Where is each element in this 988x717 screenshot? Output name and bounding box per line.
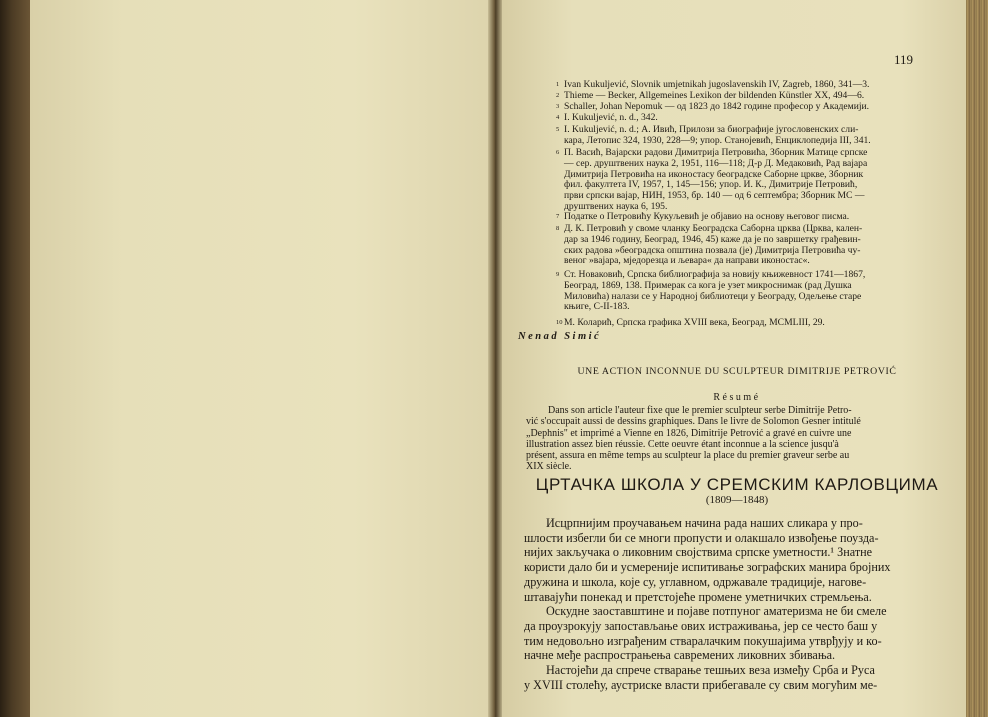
footnote-number: 2 (556, 92, 560, 99)
footnote-line: друштвених наука 6, 195. (564, 200, 668, 212)
footnote-number: 7 (556, 213, 560, 220)
footnote-line: први српски вајар, НИН, 1953, бр. 140 — од 6 септембра; Зборник МС — (564, 190, 865, 202)
summary-line: XIX siècle. (526, 461, 572, 473)
chapter-line: користи дало би и усмереније испитивање зографских манира бројних (524, 560, 891, 575)
summary-line: Dans son article l'auteur fixe que le premier sculpteur serbe Dimitrije Petro- (548, 405, 852, 416)
left-blank-page (30, 0, 492, 717)
footnote-line: дар за 1946 годину, Београд, 1946, 45) каже да је по завршетку грађевин- (564, 233, 861, 245)
footnote-number: 3 (556, 103, 560, 110)
footnote-line: — сер. друштвених наука 2, 1951, 116—118; Д-р Д. Медаковић, Рад вајара (564, 157, 868, 169)
footnote (556, 223, 960, 267)
footnote-number: 8 (556, 225, 560, 232)
footnote-line: Schaller, Johan Nepomuk — од 1823 до 1842 године професор у Академији. (564, 101, 870, 112)
footnote-line: књиге, С-II-183. (564, 301, 630, 313)
chapter-line: начне међе распрострањења савремених ликовних збивања. (524, 648, 836, 663)
footnote-number: 6 (556, 149, 560, 156)
footnote-line: ских радова »београдска општина позвала (је) Димитрија Петровића чу- (564, 244, 861, 256)
footnote-number: 4 (556, 114, 560, 121)
chapter-body (524, 516, 952, 692)
page-number: 119 (894, 52, 914, 67)
footnote-line: веног »вајара, мједорезца и љевара« да направи иконостас«. (564, 255, 810, 267)
footnote-number: 1 (556, 81, 560, 88)
chapter-line: дружина и школа, које су, углавном, одржавале традиције, нагове- (524, 574, 867, 589)
chapter-line: тим недовољно изграђеним стваралачким покушајима утврђују и ко- (524, 633, 882, 648)
footnote-line: Димитрија Петровића на иконостасу београдске Саборне цркве, Зборник (564, 168, 864, 180)
chapter-line: Настојећи да спрече стварање тешњих веза између Срба и Руса (546, 663, 875, 678)
chapter-line: штавајући понекад и претстојеће промене уметничких стремљења. (524, 589, 872, 604)
summary-line: présent, assura en même temps au sculpteur la place du premier graveur serbe au (526, 450, 850, 462)
footnote-line: М. Коларић, Српска графика XVIII века, Београд, MCMLIII, 29. (564, 317, 825, 328)
summary-title: UNE ACTION INCONNUE DU SCULPTEUR DIMITRIJE PETROVIĆ (577, 366, 897, 377)
right-page-content (502, 0, 972, 717)
summary-line: vić s'occupait aussi de dessins graphiques. Dans le livre de Solomon Gesner intitulé (526, 416, 861, 428)
footnote (556, 112, 960, 124)
footnote-number: 5 (556, 126, 560, 133)
footnote-line: Миловића) налази се у Народној библиотеци у Београду, Одељење старе (564, 290, 862, 302)
footnote-line: Ivan Kukuljević, Slovnik umjetnikah jugoslavenskih IV, Zagreb, 1860, 341—3. (564, 79, 870, 90)
footnote-line: фил. факултета IV, 1957, 1, 145—156; упор. И. К., Димитрије Петровић, (564, 179, 858, 191)
summary-author: Nenad Simić (518, 331, 602, 342)
chapter-line: Исцрпнијим проучавањем начина рада наших сликара у про- (546, 516, 863, 530)
footnote-line: I. Kukuljević, n. d.; А. Ивић, Прилози за биографије југословенских сли- (564, 124, 859, 135)
footnote-line: Ст. Новаковић, Српска библиографија за новију књижевност 1741—1867, (564, 269, 866, 280)
chapter-line: у XVIII столећу, аустриске власти прибегавале су свим могућим ме- (524, 677, 878, 692)
left-book-edge (0, 0, 30, 717)
footnote-line: П. Васић, Ваjарски радови Димитрија Петровића, Зборник Матице српске (564, 147, 868, 158)
footnote (556, 124, 960, 147)
summary-line: „Dephnis" et imprimé a Vienne en 1826, Dimitrije Petrović a gravé en cuivre une (526, 427, 852, 439)
right-page-edges (966, 0, 988, 717)
footnote (556, 147, 960, 213)
footnote-line: Податке о Петровићу Кукуљевић је објавио на основу његовог писма. (564, 211, 850, 222)
summary-heading: Résumé (713, 392, 761, 403)
footnote-number: 10 (556, 319, 563, 326)
chapter-line: Оскудне заоставштине и појаве потпуног аматеризма не би смеле (546, 604, 887, 619)
footnote-line: I. Kukuljević, n. d., 342. (564, 112, 658, 123)
footnote (556, 211, 960, 223)
right-page (502, 0, 972, 717)
chapter-years: (1809—1848) (705, 494, 769, 506)
chapter-title: ЦРТАЧКА ШКОЛА У СРЕМСКИМ КАРЛОВЦИМА (535, 475, 939, 494)
footnote-line: Thieme — Becker, Allgemeines Lexikon der bildenden Künstler XX, 494—6. (564, 90, 865, 101)
footnote-number: 9 (556, 271, 560, 278)
footnote-line: Београд, 1869, 138. Примерак са кога је узет микроснимак (рад Душка (564, 279, 852, 291)
footnote (556, 317, 960, 329)
chapter-line: нијих закључака о ликовним својствима српске уметности.¹ Знатне (524, 545, 873, 560)
chapter-line: шлости избегли би се многи пропусти и олакшало извођење поузда- (524, 530, 879, 545)
summary-line: illustration assez bien réussie. Cette oeuvre étant inconnue a la science jusqu'à (526, 438, 839, 450)
footnote (556, 269, 960, 313)
summary-text (526, 405, 950, 473)
chapter-line: да проузрокују запостављање ових истраживања, јер се често баш у (524, 618, 878, 633)
footnote-line: Д. К. Петровић у своме чланку Београдска Саборна црква (Црква, кален- (564, 223, 863, 234)
footnote-line: кара, Летопис 324, 1930, 228—9; упор. Станојевић, Енциклопедија III, 341. (564, 134, 871, 146)
book-gutter (488, 0, 502, 717)
